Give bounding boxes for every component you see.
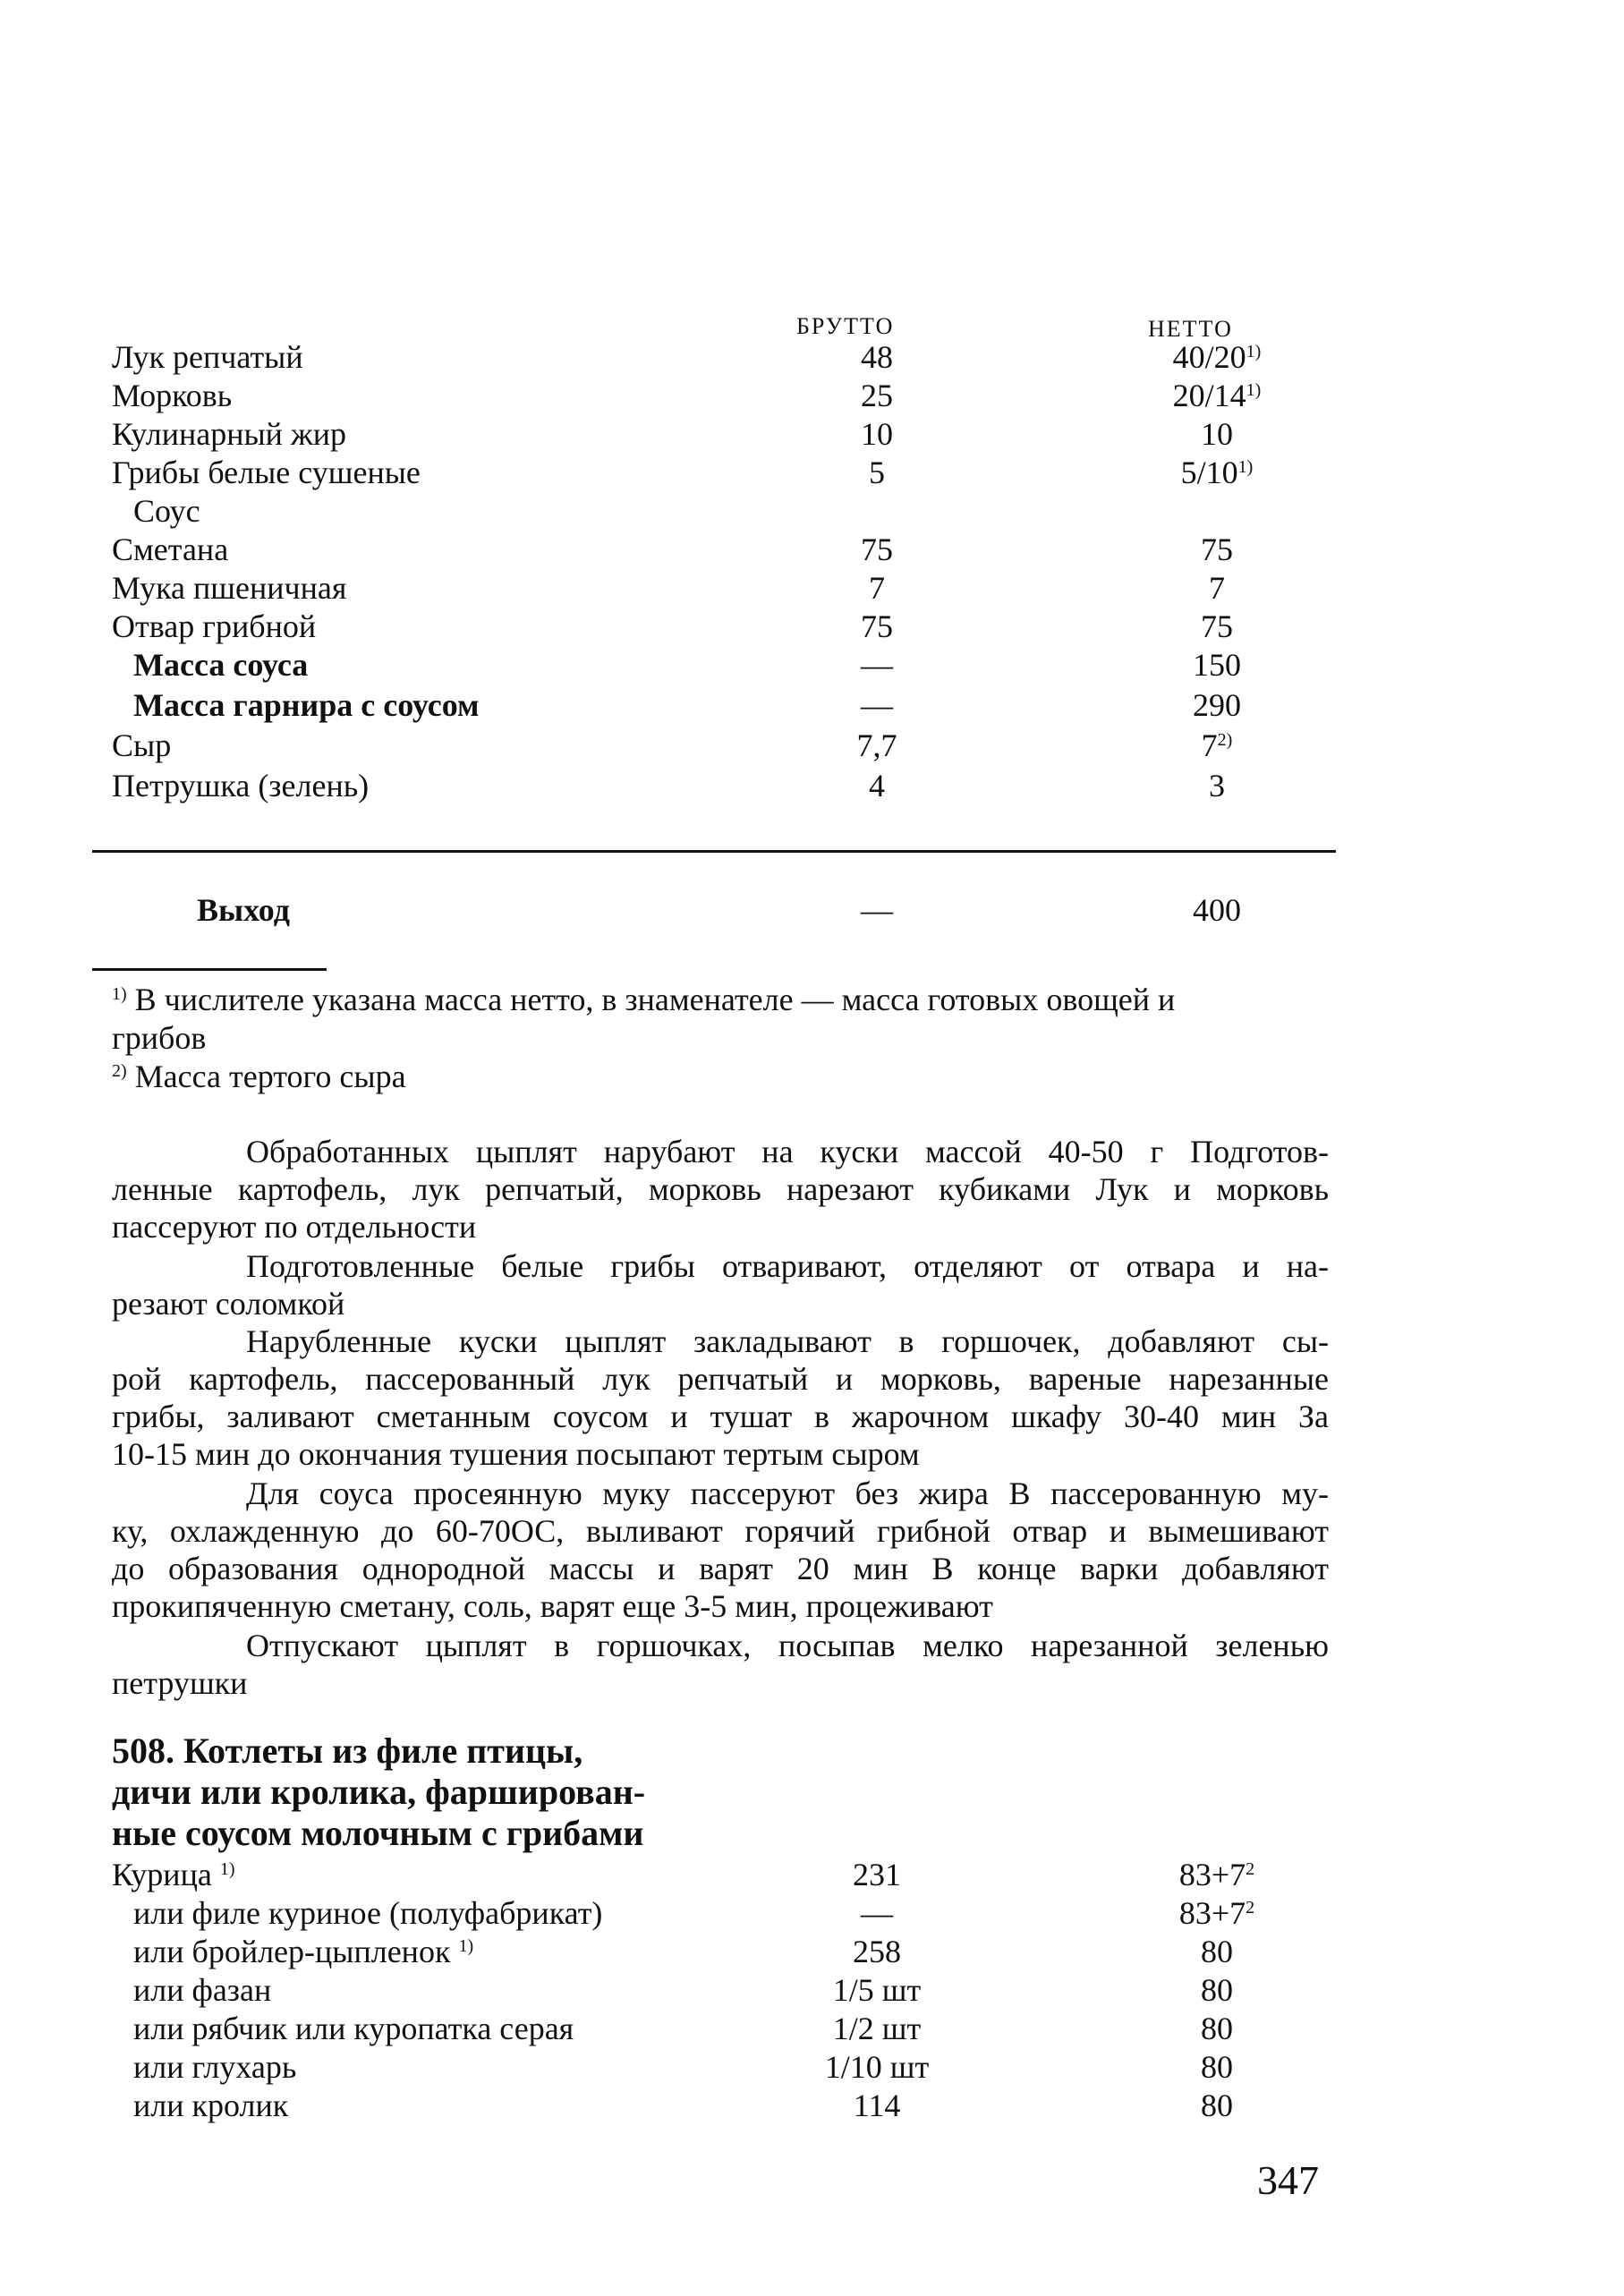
netto-value: 290 [1193,687,1241,723]
netto-footnote-mark: 2 [1246,1859,1255,1879]
ingredient-brutto: 48 [861,339,893,375]
ingredient-brutto: 5 [869,455,885,490]
paragraph-line: Для соуса просеянную муку пассеруют без жира В пассерованную му- [246,1475,1329,1511]
netto-footnote-mark: 2 [1246,1898,1255,1918]
footnote-2 [112,1058,1329,1096]
ingredient-brutto: 75 [861,531,893,567]
recipe-508-heading [112,1731,738,1854]
ingredient-name: Масса соуса [133,647,309,683]
ingredient-row [112,646,1241,685]
ingredient-name: Масса гарнира с соусом [133,687,480,723]
ingredient-netto [1105,2048,1329,2087]
recipe-508-row [112,2010,1233,2048]
paragraph [112,1475,1329,1625]
ingredient-row [112,569,1230,608]
netto-value: 20/14 [1172,378,1246,413]
netto-value: 5/10 [1180,455,1238,490]
footnote-separator [92,968,327,971]
ingredient-name: Грибы белые сушеные [112,455,421,490]
ingredient-netto [1105,1971,1329,2010]
netto-footnote-mark: 1) [1237,457,1254,477]
ingredient-netto [1105,608,1329,646]
recipe-508-row [112,1971,1233,2010]
ingredient-name [133,2048,296,2087]
netto-value: 80 [1201,2049,1233,2085]
ingredient-name: Отвар грибной [112,608,317,644]
netto-footnote-mark: 1) [1246,342,1262,361]
footnote-2-mark: 2) [112,1061,127,1081]
paragraph [112,1322,1329,1473]
output-row [112,891,1241,930]
netto-value: 80 [1201,2011,1233,2046]
paragraph-line: 10-15 мин до окончания тушения посыпают тертым сыром [112,1436,920,1472]
ingredient-name [133,1971,271,2010]
brutto-column-header: БРУТТО [796,313,895,339]
name-footnote-mark: 1) [219,1859,235,1879]
ingredient-brutto: 231 [853,1857,901,1892]
ingredient-brutto: 1/10 шт [824,2049,930,2085]
ingredient-row [112,415,1233,454]
netto-value: 40/20 [1172,339,1246,375]
netto-value: 75 [1201,531,1233,567]
ingredient-row [112,686,1241,725]
paragraph-line: до образования однородной массы и варят 20 мин В конце варки добавляют [112,1551,1329,1586]
paragraph-line: Подготовленные белые грибы отваривают, отделяют от отвара и на- [246,1248,1329,1284]
ingredient-netto [1105,454,1329,492]
paragraph-line: рой картофель, пассерованный лук репчатый и морковь, вареные нарезанные [112,1361,1329,1397]
ingredient-name-text: или кролик [133,2088,289,2123]
ingredient-name [133,1894,602,1933]
ingredient-name: Кулинарный жир [112,416,347,452]
paragraph-line: ку, охлажденную до 60-70ОС, выливают горячий грибной отвар и вымешивают [112,1513,1329,1549]
ingredient-brutto: 25 [861,378,893,413]
ingredient-brutto: — [861,647,893,683]
netto-value: 150 [1193,647,1241,683]
paragraph-line: петрушки [112,1665,248,1701]
netto-value: 83+7 [1178,1895,1246,1931]
ingredient-row [112,377,1262,415]
netto-footnote-mark: 2) [1217,730,1233,750]
ingredient-netto [1105,338,1329,377]
ingredient-name-text: или филе куриное (полуфабрикат) [133,1895,603,1931]
ingredient-brutto: 75 [861,608,893,644]
ingredient-brutto: 4 [869,768,885,804]
netto-value: 80 [1201,1972,1233,2008]
paragraph [112,1133,1329,1246]
ingredient-row [112,608,1233,646]
ingredient-name [133,1933,473,1971]
recipe-508-row [112,2048,1233,2087]
paragraph-line: Отпускают цыплят в горшочках, посыпав мелко нарезанной зеленью [246,1628,1329,1663]
ingredient-row [112,338,1262,377]
table-divider [92,850,1336,853]
ingredient-netto [1105,727,1329,765]
ingredient-netto [1105,2010,1329,2048]
ingredient-brutto: — [861,1895,893,1931]
output-label: Выход [197,892,290,928]
ingredient-row [112,454,1254,492]
name-footnote-mark: 1) [458,1936,474,1956]
ingredient-netto [1105,1894,1329,1933]
page-number: 347 [1257,2157,1319,2203]
ingredient-name-text: или фазан [133,1972,272,2008]
recipe-508-row [112,1856,1255,1894]
ingredient-name-text: или рябчик или куропатка серая [133,2011,574,2046]
ingredient-netto [1105,767,1329,805]
footnote-1-text-cont: грибов [112,1020,207,1056]
ingredient-netto [1105,415,1329,454]
netto-value: 7 [1201,727,1218,763]
netto-column-header: НЕТТО [1148,316,1233,342]
output-brutto: — [861,892,893,928]
recipe-508-row [112,2087,1233,2125]
paragraph [112,1247,1329,1322]
ingredient-row [112,767,1230,805]
ingredient-netto [1105,1856,1329,1894]
output-netto: 400 [1193,892,1241,928]
ingredient-name: Соус [133,493,200,529]
netto-value: 10 [1201,416,1233,452]
ingredient-netto [1105,377,1329,415]
ingredient-name-text: Курица [112,1857,212,1892]
ingredient-brutto: 7,7 [856,727,897,763]
paragraph-line: прокипяченную сметану, соль, варят еще 3-5 мин, процеживают [112,1588,993,1624]
ingredient-netto [1105,531,1329,569]
netto-value: 7 [1209,570,1225,606]
ingredient-row [112,531,1233,569]
footnote-1-text: В числителе указана масса нетто, в знаменателе — масса готовых овощей и [134,982,1176,1017]
recipe-508-row [112,1933,1233,1971]
paragraph-line: ленные картофель, лук репчатый, морковь нарезают кубиками Лук и морковь [112,1171,1329,1207]
ingredient-name: Сметана [112,531,229,567]
ingredient-brutto: 258 [853,1934,901,1969]
ingredient-netto [1105,686,1329,725]
ingredient-netto [1105,646,1329,685]
ingredient-brutto: 114 [853,2088,901,2123]
netto-value: 75 [1201,608,1233,644]
ingredient-netto [1105,569,1329,608]
paragraph-line: Нарубленные куски цыплят закладывают в горшочек, добавляют сы- [246,1323,1329,1359]
ingredient-brutto: 1/2 шт [832,2011,922,2046]
ingredient-name: Петрушка (зелень) [112,768,370,804]
ingredient-name: Сыр [112,727,172,763]
ingredient-name: Мука пшеничная [112,570,347,606]
ingredient-brutto: 10 [861,416,893,452]
ingredient-netto [1105,2087,1329,2125]
recipe-508-heading-line: дичи или кролика, фарширован- [112,1772,646,1812]
recipe-508-heading-line: 508. Котлеты из филе птицы, [112,1731,583,1771]
netto-value: 3 [1209,768,1225,804]
ingredient-name [133,2010,574,2048]
footnote-1-mark: 1) [112,984,127,1004]
paragraph-line: грибы, заливают сметанным соусом и тушат в жарочном шкафу 30-40 мин За [112,1399,1329,1434]
netto-footnote-mark: 1) [1246,380,1262,400]
ingredient-name [133,2087,288,2125]
ingredient-row [112,492,1230,531]
footnote-1 [112,981,1329,1058]
ingredient-name: Лук репчатый [112,339,303,375]
ingredient-row [112,727,1233,765]
ingredient-brutto: 1/5 шт [832,1972,922,2008]
ingredient-brutto: — [861,687,893,723]
ingredient-name: Морковь [112,378,233,413]
netto-value: 80 [1201,1934,1233,1969]
paragraph [112,1627,1329,1702]
ingredient-name-text: или бройлер-цыпленок [133,1934,451,1969]
netto-value: 83+7 [1178,1857,1246,1892]
ingredient-name [112,1856,235,1894]
ingredient-netto [1105,1933,1329,1971]
recipe-508-heading-line: ные соусом молочным с грибами [112,1813,644,1853]
footnote-2-text: Масса тертого сыра [134,1059,406,1094]
ingredient-brutto: 7 [869,570,885,606]
ingredient-name-text: или глухарь [133,2049,297,2085]
paragraph-line: пассеруют по отдельности [112,1209,477,1245]
recipe-508-row [112,1894,1255,1933]
paragraph-line: резают соломкой [112,1286,345,1322]
paragraph-line: Обработанных цыплят нарубают на куски массой 40-50 г Подготов- [246,1134,1329,1169]
netto-value: 80 [1201,2088,1233,2123]
